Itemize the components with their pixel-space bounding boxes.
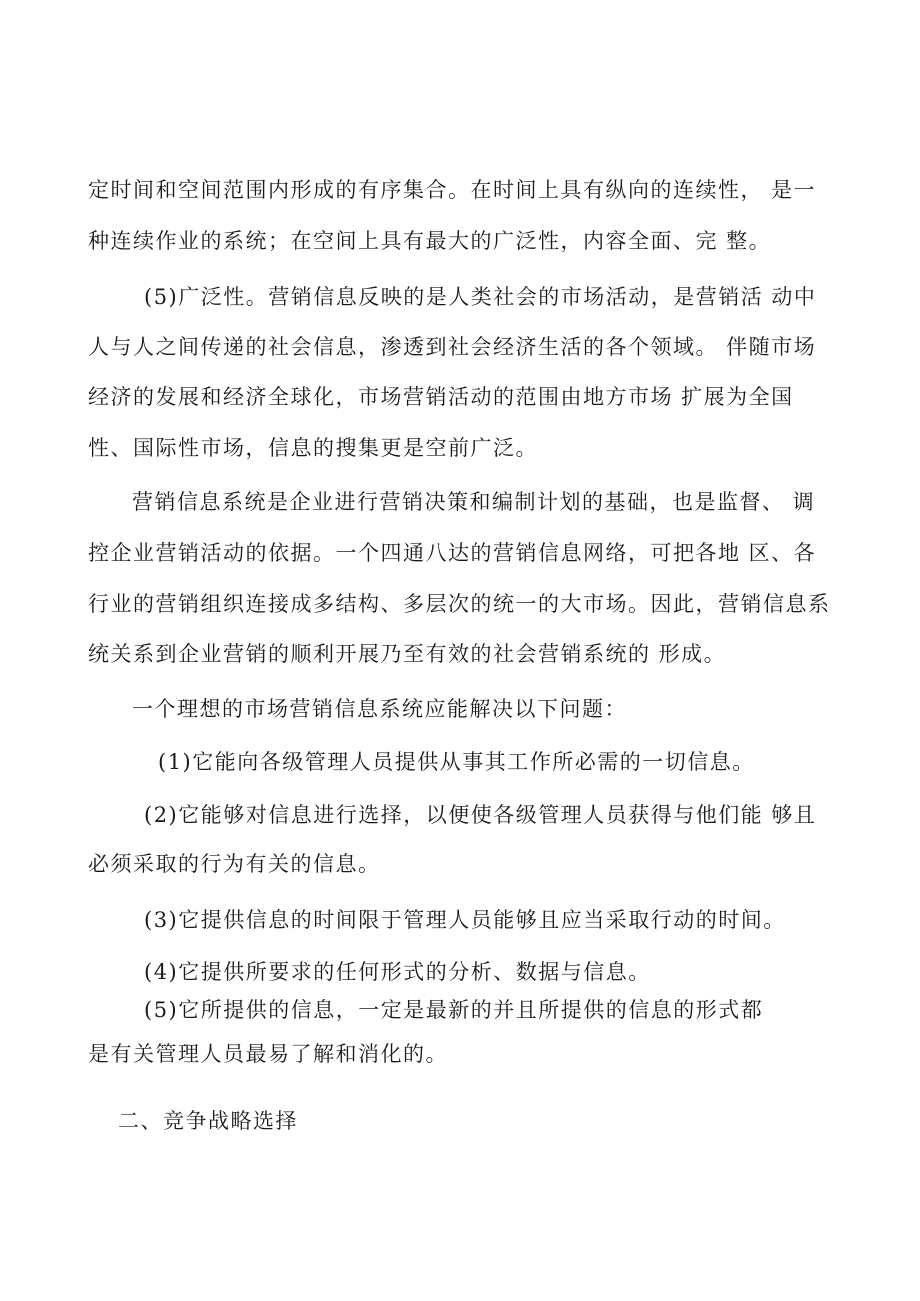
text-line-15: (3)它提供信息的时间限于管理人员能够且应当采取行动的时间。 <box>144 908 786 932</box>
text-line-6: 性、国际性市场，信息的搜集更是空前广泛。 <box>88 436 538 460</box>
text-line-16: (4)它提供所要求的任何形式的分析、数据与信息。 <box>144 960 651 984</box>
section-heading: 二、竞争战略选择 <box>118 1109 298 1133</box>
text-line-14: 必须采取的行为有关的信息。 <box>88 852 381 876</box>
text-line-1: 定时间和空间范围内形成的有序集合。在时间上具有纵向的连续性， 是一 <box>88 178 817 202</box>
text-line-4: 人与人之间传递的社会信息，渗透到社会经济生活的各个领域。 伴随市场 <box>88 335 817 359</box>
text-line-10: 统关系到企业营销的顺利开展乃至有效的社会营销系统的 形成。 <box>88 642 727 666</box>
text-line-12: (1)它能向各级管理人员提供从事其工作所必需的一切信息。 <box>158 750 755 774</box>
text-line-2: 种连续作业的系统；在空间上具有最大的广泛性，内容全面、完 整。 <box>88 229 772 253</box>
text-line-3: (5)广泛性。营销信息反映的是人类社会的市场活动，是营销活 动中 <box>144 285 817 309</box>
text-line-17: (5)它所提供的信息，一定是最新的并且所提供的信息的形式都 <box>144 998 764 1022</box>
text-line-13: (2)它能够对信息进行选择，以便使各级管理人员获得与他们能 够且 <box>144 803 817 827</box>
text-line-5: 经济的发展和经济全球化，市场营销活动的范围由地方市场 扩展为全国 <box>88 385 794 409</box>
text-line-9: 行业的营销组织连接成多结构、多层次的统一的大市场。因此，营销信息系 <box>88 592 831 616</box>
text-line-8: 控企业营销活动的依据。一个四通八达的营销信息网络，可把各地 区、各 <box>88 541 817 565</box>
text-line-11: 一个理想的市场营销信息系统应能解决以下问题： <box>132 697 627 721</box>
text-line-7: 营销信息系统是企业进行营销决策和编制计划的基础，也是监督、 调 <box>132 490 816 514</box>
text-line-18: 是有关管理人员最易了解和消化的。 <box>88 1042 448 1066</box>
